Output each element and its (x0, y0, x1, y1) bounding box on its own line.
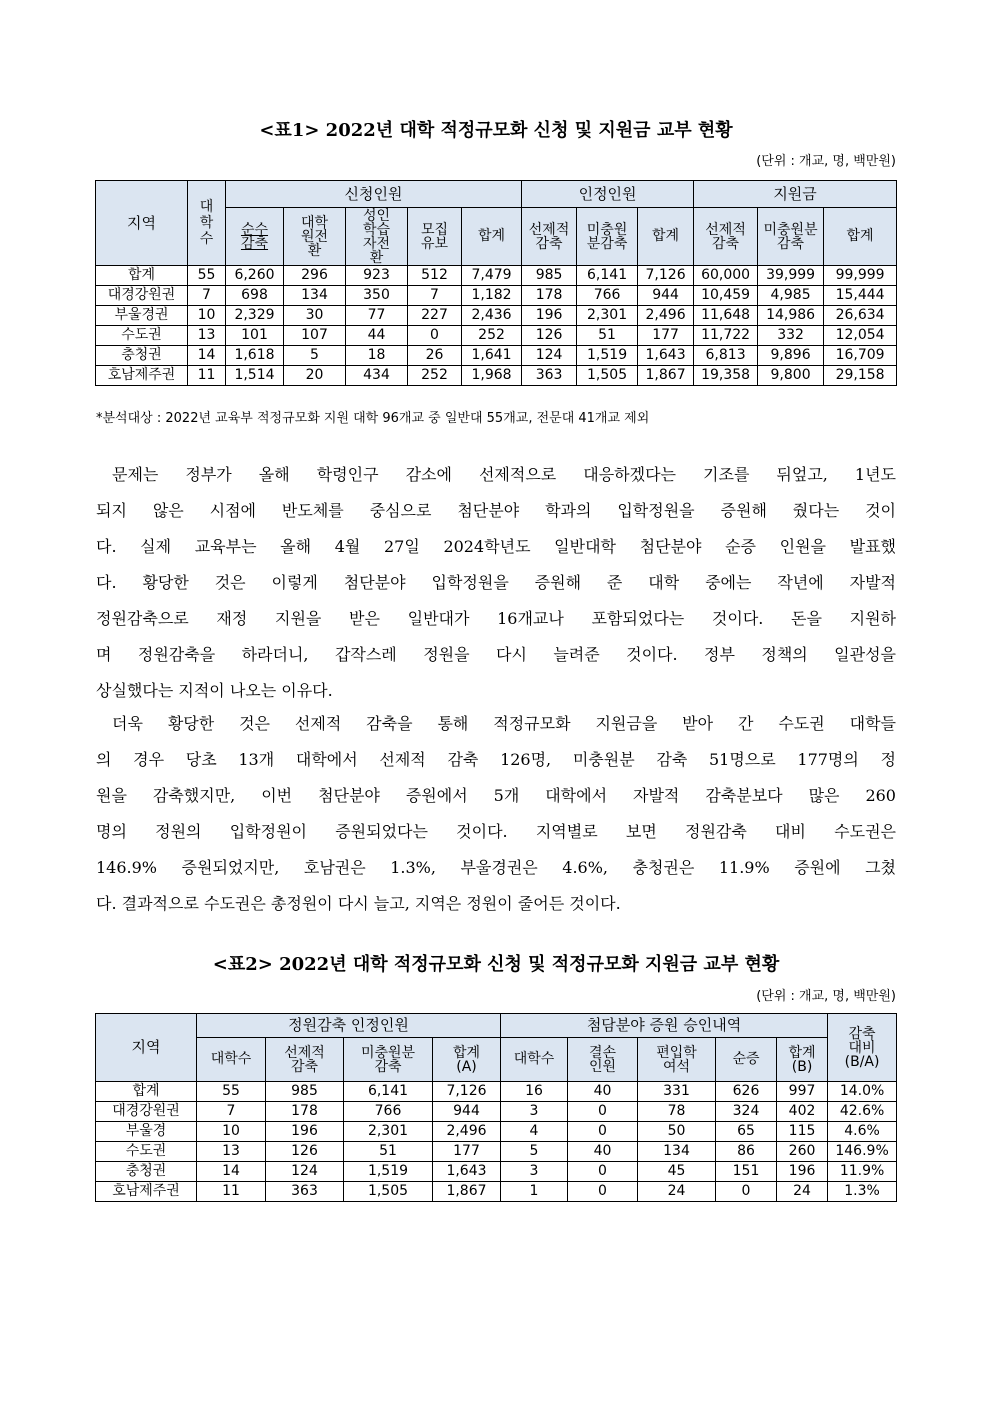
t2-cell: 55 (197, 1082, 266, 1102)
t2-cell: 11.9% (828, 1162, 897, 1182)
t1-cell: 1,643 (638, 346, 694, 366)
t2-cell: 부울경 (96, 1122, 197, 1142)
t2-cell: 충청권 (96, 1162, 197, 1182)
t1-col-approve-2: 미충원분감축 (577, 208, 638, 266)
t1-cell: 178 (522, 286, 577, 306)
t1-cell: 대경강원권 (96, 286, 188, 306)
t1-cell: 77 (346, 306, 408, 326)
paragraph-line: 며 정원감축을 하라더니, 갑작스레 정원을 다시 늘려준 것이다. 정부 정책의 일관성을 (96, 645, 896, 664)
t1-col-fund-1: 선제적감축 (694, 208, 758, 266)
t2-cell: 997 (777, 1082, 828, 1102)
paragraph-line: 원을 감축했지만, 이번 첨단분야 증원에서 5개 대학에서 자발적 감축분보다 많은 260 (96, 786, 896, 805)
t2-cell: 수도권 (96, 1142, 197, 1162)
t2-cell: 45 (638, 1162, 716, 1182)
t1-col-apply-2: 대학원전환 (284, 208, 346, 266)
t2-col-increase-3: 편입학여석 (638, 1038, 716, 1082)
t1-cell: 1,641 (462, 346, 522, 366)
paragraph-line: 다. 결과적으로 수도권은 총정원이 다시 늘고, 지역은 정원이 줄어든 것이다. (96, 894, 621, 913)
paragraph-line: 되지 않은 시점에 반도체를 중심으로 첨단분야 학과의 입학정원을 증원해 줬다는 것이 (96, 501, 896, 520)
t1-cell: 6,813 (694, 346, 758, 366)
t1-cell: 14,986 (758, 306, 824, 326)
t2-cell: 1,505 (344, 1182, 433, 1202)
t1-cell: 124 (522, 346, 577, 366)
t2-cell: 196 (266, 1122, 344, 1142)
t1-cell: 51 (577, 326, 638, 346)
t1-cell: 0 (408, 326, 462, 346)
t2-cell: 1 (501, 1182, 568, 1202)
t2-cell: 196 (777, 1162, 828, 1182)
t1-header-approve: 인정인원 (522, 181, 694, 208)
t2-cell: 324 (716, 1102, 777, 1122)
t2-cell: 1.3% (828, 1182, 897, 1202)
t2-col-increase-2: 결손인원 (568, 1038, 638, 1082)
t2-cell: 2,496 (433, 1122, 501, 1142)
t1-cell: 14 (188, 346, 226, 366)
t2-cell: 40 (568, 1082, 638, 1102)
table-row (96, 1082, 897, 1102)
t1-cell: 107 (284, 326, 346, 346)
table-row (96, 346, 897, 366)
t2-cell: 944 (433, 1102, 501, 1122)
t2-cell: 177 (433, 1142, 501, 1162)
t2-cell: 78 (638, 1102, 716, 1122)
t1-col-fund-3: 합계 (824, 208, 897, 266)
t1-cell: 15,444 (824, 286, 897, 306)
paragraph-line: 명의 정원의 입학정원이 증원되었다는 것이다. 지역별로 보면 정원감축 대비 수도권은 (96, 822, 896, 841)
t2-cell: 51 (344, 1142, 433, 1162)
t1-header-region: 지역 (96, 181, 188, 266)
t2-cell: 1,867 (433, 1182, 501, 1202)
paragraph-line: 다. 실제 교육부는 올해 4월 27일 2024학년도 일반대학 첨단분야 순증 인원을 발표했 (96, 537, 896, 556)
t2-header-increase: 첨담분야 증원 승인내역 (501, 1014, 828, 1038)
t1-cell: 6,260 (226, 266, 284, 286)
t1-cell: 11,648 (694, 306, 758, 326)
t2-cell: 40 (568, 1142, 638, 1162)
t2-cell: 7,126 (433, 1082, 501, 1102)
t1-cell: 29,158 (824, 366, 897, 386)
t2-cell: 134 (638, 1142, 716, 1162)
t2-cell: 50 (638, 1122, 716, 1142)
t1-cell: 196 (522, 306, 577, 326)
t2-col-increase-5: 합계(B) (777, 1038, 828, 1082)
t1-cell: 11 (188, 366, 226, 386)
t1-cell: 2,301 (577, 306, 638, 326)
t1-cell: 30 (284, 306, 346, 326)
t1-cell: 332 (758, 326, 824, 346)
t1-cell: 1,514 (226, 366, 284, 386)
t1-cell: 7 (188, 286, 226, 306)
t1-cell: 434 (346, 366, 408, 386)
t1-cell: 10 (188, 306, 226, 326)
t2-cell: 0 (568, 1102, 638, 1122)
t2-col-approve-3: 미충원분감축 (344, 1038, 433, 1082)
t1-cell: 512 (408, 266, 462, 286)
t2-cell: 86 (716, 1142, 777, 1162)
t2-cell: 626 (716, 1082, 777, 1102)
t2-col-increase-1: 대학수 (501, 1038, 568, 1082)
t1-cell: 1,505 (577, 366, 638, 386)
t1-col-apply-4: 모집유보 (408, 208, 462, 266)
t1-cell: 944 (638, 286, 694, 306)
table-row (96, 1142, 897, 1162)
t2-cell: 4.6% (828, 1122, 897, 1142)
paragraph-line: 상실했다는 지적이 나오는 이유다. (96, 681, 333, 700)
t2-cell: 0 (716, 1182, 777, 1202)
t2-cell: 260 (777, 1142, 828, 1162)
t1-cell: 16,709 (824, 346, 897, 366)
t2-cell: 4 (501, 1122, 568, 1142)
t1-cell: 26 (408, 346, 462, 366)
t2-cell: 3 (501, 1102, 568, 1122)
table1-unit: (단위 : 개교, 명, 백만원) (756, 154, 896, 169)
t1-cell: 5 (284, 346, 346, 366)
t2-cell: 42.6% (828, 1102, 897, 1122)
table1-note: *분석대상 : 2022년 교육부 적정규모화 지원 대학 96개교 중 일반대 55개교, 전문대 41개교 제외 (96, 411, 650, 426)
table2-body (96, 1082, 897, 1202)
t1-cell: 296 (284, 266, 346, 286)
t1-cell: 11,722 (694, 326, 758, 346)
t2-cell: 24 (777, 1182, 828, 1202)
t1-cell: 252 (408, 366, 462, 386)
t1-cell: 766 (577, 286, 638, 306)
t1-cell: 698 (226, 286, 284, 306)
t1-cell: 부울경권 (96, 306, 188, 326)
t1-cell: 39,999 (758, 266, 824, 286)
t2-col-approve-4: 합계(A) (433, 1038, 501, 1082)
t2-cell: 151 (716, 1162, 777, 1182)
t2-cell: 호남제주권 (96, 1182, 197, 1202)
t2-col-approve-1: 대학수 (197, 1038, 266, 1082)
t2-cell: 10 (197, 1122, 266, 1142)
t2-col-approve-2: 선제적감축 (266, 1038, 344, 1082)
paragraph-line: 다. 황당한 것은 이렇게 첨단분야 입학정원을 증원해 준 대학 중에는 작년에 자발적 (96, 573, 896, 592)
t2-header-ratio: 감축대비(B/A) (828, 1014, 897, 1082)
t1-cell: 수도권 (96, 326, 188, 346)
t1-cell: 19,358 (694, 366, 758, 386)
t1-cell: 1,618 (226, 346, 284, 366)
t2-cell: 13 (197, 1142, 266, 1162)
t1-cell: 합계 (96, 266, 188, 286)
table2-title: <표2> 2022년 대학 적정규모화 신청 및 적정규모화 지원금 교부 현황 (212, 954, 780, 975)
t2-cell: 331 (638, 1082, 716, 1102)
t1-cell: 7 (408, 286, 462, 306)
t1-cell: 60,000 (694, 266, 758, 286)
t1-cell: 227 (408, 306, 462, 326)
t1-cell: 101 (226, 326, 284, 346)
t1-cell: 2,329 (226, 306, 284, 326)
t1-cell: 55 (188, 266, 226, 286)
paragraph-line: 문제는 정부가 올해 학령인구 감소에 선제적으로 대응하겠다는 기조를 뒤엎고, 1년도 (112, 465, 896, 484)
t1-cell: 13 (188, 326, 226, 346)
t2-cell: 14 (197, 1162, 266, 1182)
table-row (96, 366, 897, 386)
table1-body (96, 266, 897, 386)
paragraph-line: 정원감축으로 재정 지원을 받은 일반대가 16개교나 포함되었다는 것이다. 돈을 지원하 (96, 609, 896, 628)
table-row (96, 1162, 897, 1182)
t2-cell: 3 (501, 1162, 568, 1182)
t1-col-apply-1: 순수감축 (226, 208, 284, 266)
t1-cell: 1,519 (577, 346, 638, 366)
t2-cell: 126 (266, 1142, 344, 1162)
t1-cell: 363 (522, 366, 577, 386)
paragraph-1 (96, 457, 896, 709)
t1-cell: 9,800 (758, 366, 824, 386)
t1-col-apply-3: 성인학습자전환 (346, 208, 408, 266)
table1 (95, 180, 897, 386)
table-row (96, 286, 897, 306)
t1-cell: 1,867 (638, 366, 694, 386)
t2-cell: 402 (777, 1102, 828, 1122)
t2-col-increase-4: 순증 (716, 1038, 777, 1082)
t1-cell: 2,496 (638, 306, 694, 326)
t2-cell: 16 (501, 1082, 568, 1102)
table-row (96, 306, 897, 326)
t1-cell: 20 (284, 366, 346, 386)
paragraph-line: 146.9% 증원되었지만, 호남권은 1.3%, 부울경권은 4.6%, 충청권은 11.9% 증원에 그쳤 (96, 858, 896, 877)
t1-cell: 1,182 (462, 286, 522, 306)
t2-cell: 6,141 (344, 1082, 433, 1102)
t2-cell: 0 (568, 1182, 638, 1202)
table2 (95, 1013, 897, 1202)
t1-cell: 126 (522, 326, 577, 346)
t1-cell: 6,141 (577, 266, 638, 286)
t1-cell: 7,479 (462, 266, 522, 286)
table-row (96, 266, 897, 286)
table-row (96, 1182, 897, 1202)
t2-cell: 5 (501, 1142, 568, 1162)
table-row (96, 326, 897, 346)
t1-cell: 44 (346, 326, 408, 346)
t2-cell: 1,643 (433, 1162, 501, 1182)
t1-cell: 7,126 (638, 266, 694, 286)
t2-cell: 합계 (96, 1082, 197, 1102)
t2-cell: 0 (568, 1162, 638, 1182)
t1-cell: 18 (346, 346, 408, 366)
t2-cell: 985 (266, 1082, 344, 1102)
t1-header-fund: 지원금 (694, 181, 897, 208)
t2-cell: 146.9% (828, 1142, 897, 1162)
t1-cell: 350 (346, 286, 408, 306)
t2-header-approve: 정원감축 인정인원 (197, 1014, 501, 1038)
t1-cell: 4,985 (758, 286, 824, 306)
t1-cell: 177 (638, 326, 694, 346)
t1-cell: 호남제주권 (96, 366, 188, 386)
t1-cell: 12,054 (824, 326, 897, 346)
t2-cell: 2,301 (344, 1122, 433, 1142)
table1-title: <표1> 2022년 대학 적정규모화 신청 및 지원금 교부 현황 (259, 120, 733, 141)
t2-cell: 11 (197, 1182, 266, 1202)
paragraph-2 (96, 706, 896, 922)
t1-cell: 134 (284, 286, 346, 306)
t2-cell: 363 (266, 1182, 344, 1202)
t1-col-apply-5: 합계 (462, 208, 522, 266)
t2-cell: 대경강원권 (96, 1102, 197, 1122)
paragraph-line: 더욱 황당한 것은 선제적 감축을 통해 적정규모화 지원금을 받아 간 수도권 대학들 (112, 714, 896, 733)
t2-cell: 24 (638, 1182, 716, 1202)
t1-col-approve-1: 선제적감축 (522, 208, 577, 266)
t1-cell: 26,634 (824, 306, 897, 326)
t1-cell: 923 (346, 266, 408, 286)
t1-cell: 10,459 (694, 286, 758, 306)
t2-cell: 65 (716, 1122, 777, 1142)
t1-header-apply: 신청인원 (226, 181, 522, 208)
t1-cell: 2,436 (462, 306, 522, 326)
t2-cell: 124 (266, 1162, 344, 1182)
t2-cell: 7 (197, 1102, 266, 1122)
t1-header-univ-count: 대학수 (188, 181, 226, 266)
t2-cell: 178 (266, 1102, 344, 1122)
t1-cell: 252 (462, 326, 522, 346)
t2-cell: 14.0% (828, 1082, 897, 1102)
table-row (96, 1122, 897, 1142)
t1-cell: 충청권 (96, 346, 188, 366)
table-row (96, 1102, 897, 1122)
t1-cell: 99,999 (824, 266, 897, 286)
t1-cell: 1,968 (462, 366, 522, 386)
t2-header-region: 지역 (96, 1014, 197, 1082)
t2-cell: 1,519 (344, 1162, 433, 1182)
t2-cell: 115 (777, 1122, 828, 1142)
t2-cell: 766 (344, 1102, 433, 1122)
t1-col-approve-3: 합계 (638, 208, 694, 266)
t1-col-fund-2: 미충원분감축 (758, 208, 824, 266)
t2-cell: 0 (568, 1122, 638, 1142)
t1-cell: 9,896 (758, 346, 824, 366)
table2-unit: (단위 : 개교, 명, 백만원) (756, 989, 896, 1004)
paragraph-line: 의 경우 당초 13개 대학에서 선제적 감축 126명, 미충원분 감축 51명으로 177명의 정 (96, 750, 896, 769)
t1-cell: 985 (522, 266, 577, 286)
